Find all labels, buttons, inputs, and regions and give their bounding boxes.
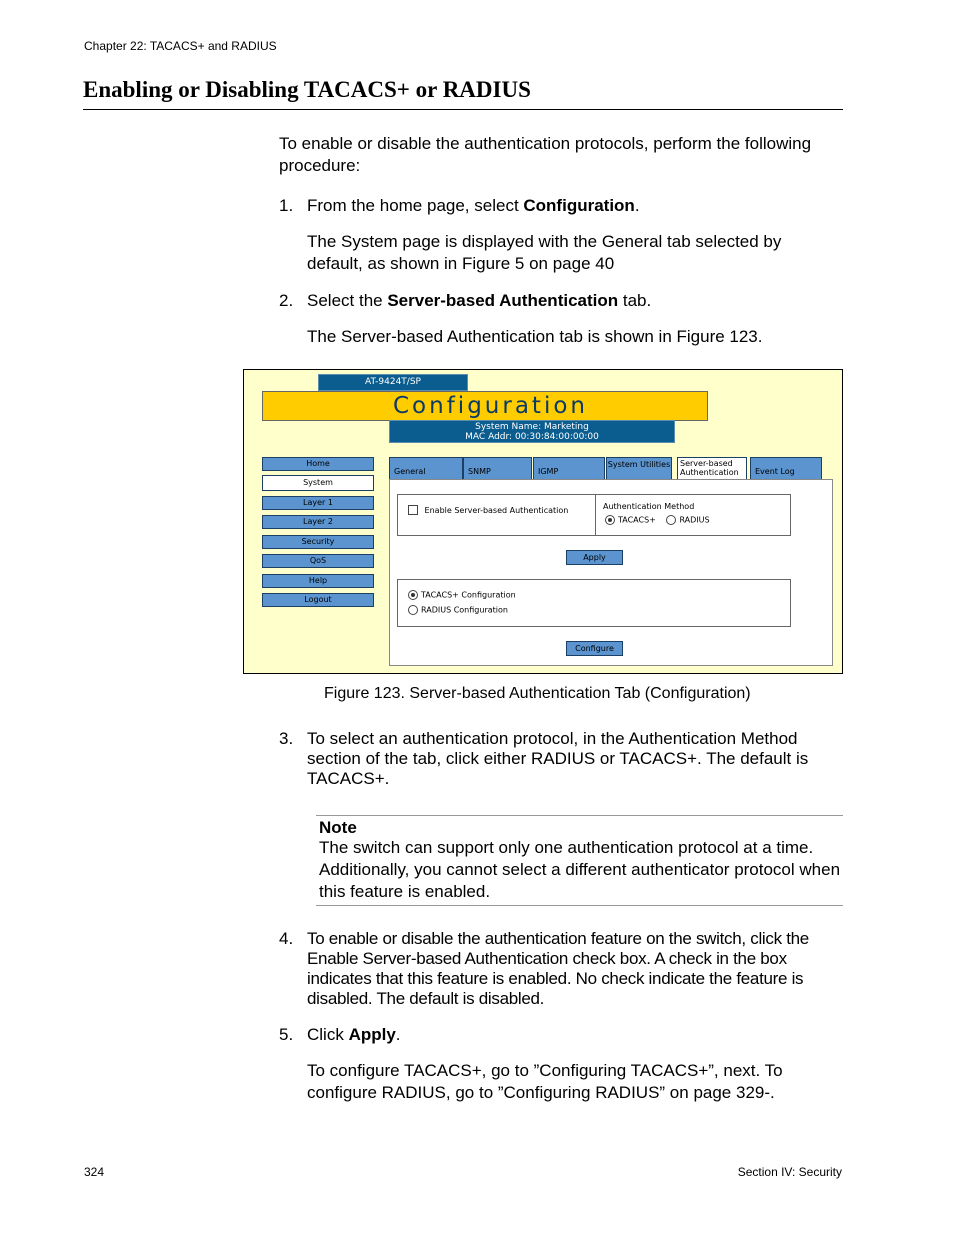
enable-server-auth-row[interactable] xyxy=(408,505,568,515)
radius-config-option xyxy=(408,605,508,615)
step-5-number: 5. xyxy=(279,1025,294,1044)
nav-home[interactable]: Home xyxy=(262,457,374,471)
page-number: 324 xyxy=(84,1165,105,1179)
step-1-detail: The System page is displayed with the General tab selected by default, as shown in Figure 5 on page 40 xyxy=(307,232,782,273)
auth-method-options xyxy=(605,515,710,525)
mac-address: MAC Addr: 00:30:84:00:00:00 xyxy=(465,432,599,442)
nav-system[interactable]: System xyxy=(262,475,374,491)
step-4-text: To enable or disable the authentication feature on the switch, click the Enable Server-based Authentication check box. A check in the box indicates that this feature is enabled. No check indicate the feature is disabled. The default is disabled. xyxy=(307,929,809,1008)
figure-caption: Figure 123. Server-based Authentication Tab (Configuration) xyxy=(324,685,751,702)
nav-qos[interactable]: QoS xyxy=(262,554,374,568)
title-rule xyxy=(83,109,843,110)
tacacs-config-radio[interactable] xyxy=(408,590,418,600)
step-3-text: To select an authentication protocol, in the Authentication Method section of the tab, click either RADIUS or TACACS+. The default is TACACS+. xyxy=(307,729,809,788)
step-3-number: 3. xyxy=(279,729,294,748)
page-title: Enabling or Disabling TACACS+ or RADIUS xyxy=(83,77,531,102)
enable-server-auth-checkbox[interactable] xyxy=(408,505,418,515)
radius-config-radio[interactable] xyxy=(408,605,418,615)
system-info-box xyxy=(389,420,675,443)
radius-radio-label: RADIUS xyxy=(679,515,710,525)
system-name: System Name: Marketing xyxy=(475,422,589,432)
tacacs-config-option xyxy=(408,590,516,600)
note-bottom-rule xyxy=(316,905,843,906)
radius-radio[interactable] xyxy=(666,515,676,525)
step-1-number: 1. xyxy=(279,196,294,215)
note-text: The switch can support only one authentication protocol at a time. Additionally, you cannot select a different authenticator protocol when this feature is enabled. xyxy=(319,838,841,901)
nav-help[interactable]: Help xyxy=(262,574,374,588)
figure-screenshot xyxy=(243,369,843,674)
note-heading: Note xyxy=(319,818,357,837)
intro-paragraph: To enable or disable the authentication protocols, perform the following procedure: xyxy=(279,134,812,175)
tab-server-based-authentication[interactable]: Server-based Authentication xyxy=(677,457,747,481)
step-5-text: Click Apply. xyxy=(307,1025,401,1044)
tacacs-radio[interactable] xyxy=(605,515,615,525)
auth-method-label: Authentication Method xyxy=(603,502,695,511)
box-divider xyxy=(595,495,596,535)
tab-igmp[interactable]: IGMP xyxy=(533,457,605,480)
tacacs-radio-label: TACACS+ xyxy=(618,515,656,525)
running-header: Chapter 22: TACACS+ and RADIUS xyxy=(84,39,277,53)
tacacs-config-label: TACACS+ Configuration xyxy=(421,590,516,600)
note-top-rule xyxy=(316,815,843,816)
step-2-text: Select the Server-based Authentication tab. xyxy=(307,291,652,310)
tab-content-panel xyxy=(389,479,833,666)
step-1-text: From the home page, select Configuration. xyxy=(307,196,640,215)
enable-server-auth-label: Enable Server-based Authentication xyxy=(424,505,569,515)
tab-snmp[interactable]: SNMP xyxy=(463,457,532,480)
step-5-detail: To configure TACACS+, go to ”Configuring TACACS+”, next. To configure RADIUS, go to ”Configuring RADIUS” on page 329-. xyxy=(307,1061,783,1102)
tab-system-utilities[interactable]: System Utilities xyxy=(606,457,672,480)
configure-button[interactable]: Configure xyxy=(566,641,623,656)
tab-event-log[interactable]: Event Log xyxy=(750,457,822,480)
step-4-number: 4. xyxy=(279,929,294,948)
nav-layer-2[interactable]: Layer 2 xyxy=(262,515,374,529)
model-banner: AT-9424T/SP xyxy=(318,374,468,391)
step-2-detail: The Server-based Authentication tab is shown in Figure 123. xyxy=(307,327,763,346)
protocol-configuration-box xyxy=(397,579,791,627)
nav-security[interactable]: Security xyxy=(262,535,374,549)
apply-button[interactable]: Apply xyxy=(566,550,623,565)
nav-layer-1[interactable]: Layer 1 xyxy=(262,496,374,510)
tab-general[interactable]: General xyxy=(389,457,463,480)
authentication-settings-box xyxy=(397,494,791,536)
footer-section: Section IV: Security xyxy=(737,1165,842,1179)
step-2-number: 2. xyxy=(279,291,294,310)
radius-config-label: RADIUS Configuration xyxy=(421,605,508,615)
nav-logout[interactable]: Logout xyxy=(262,593,374,607)
configuration-banner: Configuration xyxy=(262,391,708,421)
